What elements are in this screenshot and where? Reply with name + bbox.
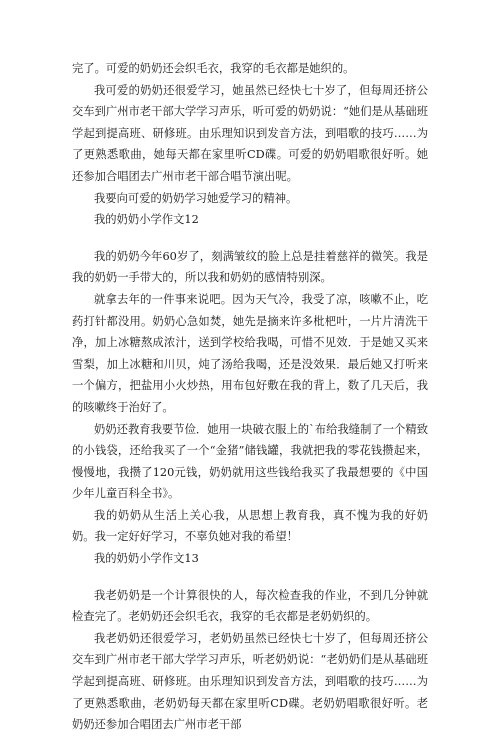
paragraph: 就拿去年的一件事来说吧。因为天气冷，我受了凉，咳嗽不止，吃药打针都没用。奶奶心急如焚，她先是摘来许多枇杷叶，一片片清洗干净，加上冰糖熬成浓汁，送到学校给我喝，可惜不见效．于是她又买来雪梨，加上冰糖和川贝，炖了汤给我喝，还是没效果．最后她又打听来一个偏方，把盐用小火炒热，用布包好敷在我的背上，数了几天后，我的咳嗽终于治好了。 — [72, 292, 428, 414]
paragraph: 我的奶奶今年60岁了，刻满皱纹的脸上总是挂着慈祥的微笑。我是我的奶奶一手带大的，所以我和奶奶的感情特别深。 — [72, 249, 428, 285]
section-heading: 我的奶奶小学作文12 — [94, 213, 199, 227]
section-heading: 我的奶奶小学作文13 — [94, 552, 199, 566]
paragraph: 我的奶奶从生活上关心我，从思想上教育我，真不愧为我的好奶奶。我一定好好学习，不辜负她对我的希望！ — [72, 508, 428, 544]
spacer — [72, 570, 428, 585]
spacer — [72, 231, 428, 246]
paragraph: 我要向可爱的奶奶学习她爱学习的精神。 — [94, 191, 298, 205]
paragraph: 我老奶奶还很爱学习，老奶奶虽然已经快七十岁了，但每周还挤公交车到广州市老干部大学学习声乐，听老奶奶说：“老奶奶们是从基础班学起到提高班、研修班。由乐理知识到发音方法，到唱歌的技巧……为了更熟悉歌曲，老奶奶每天都在家里听CD碟。老奶奶唱歌很好听。老奶奶还参加合唱团去广州市老干部 — [72, 631, 428, 732]
paragraph: 我可爱的奶奶还很爱学习，她虽然已经快七十岁了，但每周还挤公交车到广州市老干部大学学习声乐，听可爱的奶奶说：“她们是从基础班学起到提高班、研修班。由乐理知识到发音方法，到唱歌的技巧……为了更熟悉歌曲，她每天都在家里听CD碟。可爱的奶奶唱歌很好听。她还参加合唱团去广州市老干部合唱节演出呢。 — [72, 83, 428, 183]
document-page — [72, 58, 428, 736]
paragraph: 奶奶还教育我要节俭．她用一块破衣服上的`布给我缝制了一个精致的小钱袋，还给我买了一个“金猪”储钱罐，我就把我的零花钱攒起来，慢慢地，我攒了120元钱，奶奶就用这些钱给我买了我最想要的《中国少年儿童百科全书》。 — [72, 422, 428, 501]
paragraph: 完了。可爱的奶奶还会织毛衣，我穿的毛衣都是她织的。 — [72, 62, 355, 75]
paragraph: 我老奶奶是一个计算很快的人，每次检查我的作业，不到几分钟就检查完了。老奶奶还会织毛衣，我穿的毛衣都是老奶奶织的。 — [72, 588, 428, 624]
